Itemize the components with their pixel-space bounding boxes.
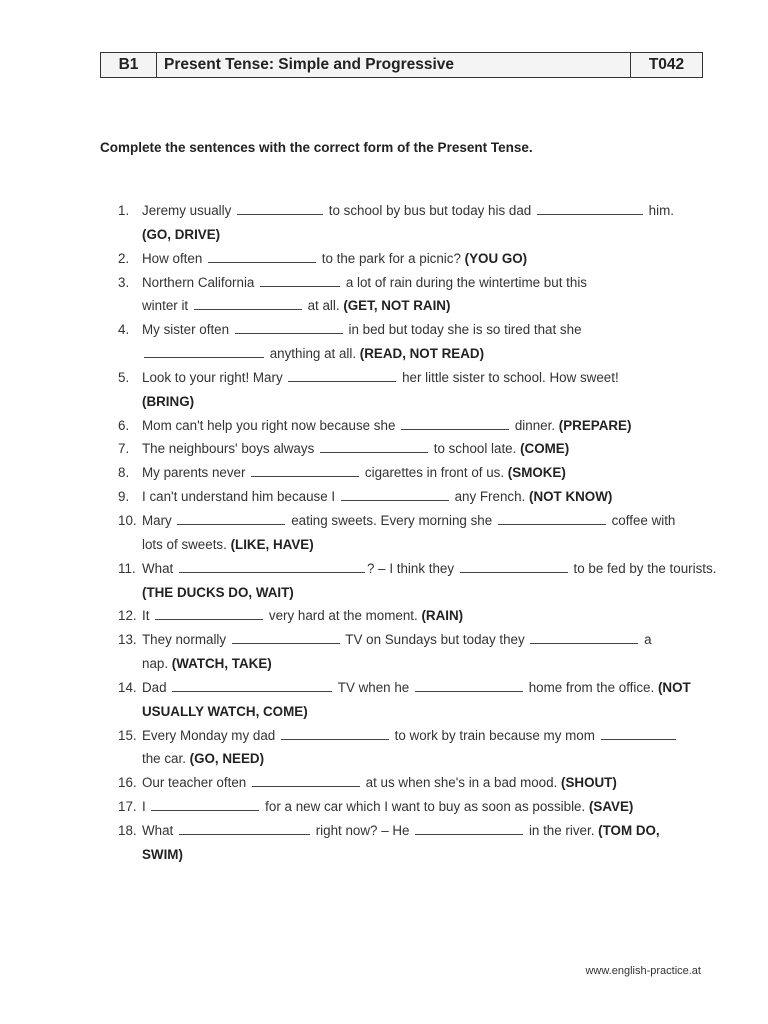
verb-hint: (YOU GO) bbox=[464, 250, 528, 266]
verb-hint: SWIM) bbox=[142, 846, 183, 862]
sentence-text: the car. bbox=[142, 751, 190, 767]
sentence-text: Jeremy usually bbox=[142, 203, 236, 218]
sentence-text: very hard at the moment. bbox=[265, 608, 422, 624]
answer-blank[interactable] bbox=[498, 510, 606, 525]
answer-blank[interactable] bbox=[155, 605, 263, 620]
verb-hint: (NOT KNOW) bbox=[529, 489, 613, 505]
sentence-text: him. bbox=[644, 203, 674, 218]
answer-blank[interactable] bbox=[172, 677, 332, 692]
answer-blank[interactable] bbox=[401, 415, 509, 430]
sentence-text: any French. bbox=[450, 489, 529, 505]
exercise-item bbox=[118, 461, 708, 485]
verb-hint: (GO, DRIVE) bbox=[142, 226, 221, 242]
verb-hint: (GO, NEED) bbox=[189, 751, 265, 767]
sentence-text: ? – I think they bbox=[366, 560, 458, 576]
exercise-item bbox=[118, 199, 708, 247]
sentence-text: cigarettes in front of us. bbox=[361, 465, 508, 481]
answer-blank[interactable] bbox=[237, 200, 323, 215]
answer-blank[interactable] bbox=[601, 725, 676, 740]
answer-blank[interactable] bbox=[179, 558, 365, 573]
sentence-text: Look to your right! Mary bbox=[142, 369, 287, 385]
exercise-item bbox=[118, 604, 708, 628]
sentence-text: right now? – He bbox=[311, 822, 414, 838]
verb-hint: (WATCH, TAKE) bbox=[171, 656, 272, 672]
exercise-item bbox=[118, 247, 708, 271]
verb-hint: (BRING) bbox=[142, 393, 195, 409]
exercise-item bbox=[118, 414, 708, 438]
level-label: B1 bbox=[101, 53, 157, 77]
sentence-text: a lot of rain during the wintertime but this bbox=[342, 274, 587, 290]
sentence-text: at us when she's in a bad mood. bbox=[361, 775, 562, 791]
answer-blank[interactable] bbox=[260, 272, 340, 287]
answer-blank[interactable] bbox=[415, 677, 523, 692]
sentence-text: What bbox=[142, 560, 177, 576]
answer-blank[interactable] bbox=[235, 319, 343, 334]
sentence-text: for a new car which I want to buy as soon as possible. bbox=[261, 799, 589, 815]
answer-blank[interactable] bbox=[179, 820, 310, 835]
answer-blank[interactable] bbox=[251, 462, 359, 477]
sentence-text: dinner. bbox=[511, 417, 559, 433]
exercise-number: 7. bbox=[118, 441, 130, 457]
answer-blank[interactable] bbox=[320, 438, 428, 453]
answer-blank[interactable] bbox=[177, 510, 285, 525]
exercise-item bbox=[118, 557, 717, 605]
instruction-text: Complete the sentences with the correct form of the Present Tense. bbox=[100, 140, 533, 155]
sentence-text: Dad bbox=[142, 679, 171, 695]
exercise-number: 6. bbox=[118, 417, 130, 433]
answer-blank[interactable] bbox=[281, 725, 389, 740]
exercise-item bbox=[118, 366, 708, 414]
answer-blank[interactable] bbox=[144, 343, 264, 358]
answer-blank[interactable] bbox=[537, 200, 643, 215]
answer-blank[interactable] bbox=[288, 367, 396, 382]
exercise-number: 3. bbox=[118, 274, 130, 290]
exercise-item bbox=[118, 318, 708, 366]
answer-blank[interactable] bbox=[341, 486, 449, 501]
exercise-number: 8. bbox=[118, 465, 130, 481]
sentence-text: nap. bbox=[142, 656, 172, 672]
sentence-text: to the park for a picnic? bbox=[318, 250, 465, 266]
verb-hint: (READ, NOT READ) bbox=[359, 346, 485, 362]
footer-url: www.english-practice.at bbox=[585, 965, 701, 977]
sentence-text: I bbox=[142, 799, 150, 815]
sentence-text: My sister often bbox=[142, 322, 233, 338]
answer-blank[interactable] bbox=[232, 629, 340, 644]
sentence-text: her little sister to school. How sweet! bbox=[398, 369, 619, 385]
exercise-number: 14. bbox=[118, 679, 137, 695]
sentence-text: eating sweets. Every morning she bbox=[287, 512, 496, 528]
sentence-text: Northern California bbox=[142, 274, 259, 290]
sentence-text: I can't understand him because I bbox=[142, 489, 339, 505]
exercise-number: 15. bbox=[118, 727, 137, 743]
exercise-number: 16. bbox=[118, 775, 137, 791]
exercise-number: 2. bbox=[118, 250, 130, 266]
exercise-number: 10. bbox=[118, 512, 137, 528]
verb-hint: USUALLY WATCH, COME) bbox=[142, 703, 308, 719]
answer-blank[interactable] bbox=[460, 558, 568, 573]
sentence-text: to school by bus but today his dad bbox=[325, 203, 535, 218]
sentence-text: How often bbox=[142, 250, 207, 266]
sentence-text: in bed but today she is so tired that she bbox=[344, 322, 582, 338]
exercise-item bbox=[118, 485, 708, 509]
worksheet-header bbox=[100, 52, 703, 78]
sentence-text: a bbox=[640, 632, 652, 648]
exercise-item bbox=[118, 437, 708, 461]
sentence-text: coffee with bbox=[607, 512, 676, 528]
exercise-number: 12. bbox=[118, 608, 137, 624]
sentence-text: My parents never bbox=[142, 465, 250, 481]
answer-blank[interactable] bbox=[208, 248, 316, 263]
worksheet-title: Present Tense: Simple and Progressive bbox=[157, 53, 631, 77]
verb-hint: (LIKE, HAVE) bbox=[230, 536, 314, 552]
answer-blank[interactable] bbox=[415, 820, 523, 835]
verb-hint: (SAVE) bbox=[588, 799, 634, 815]
sentence-text: home from the office. bbox=[524, 679, 658, 695]
verb-hint: (SMOKE) bbox=[507, 465, 566, 481]
sentence-text: Our teacher often bbox=[142, 775, 250, 791]
sentence-text: to school late. bbox=[430, 441, 521, 457]
sentence-text: anything at all. bbox=[266, 346, 360, 362]
exercise-item bbox=[118, 509, 708, 557]
answer-blank[interactable] bbox=[252, 772, 360, 787]
exercise-item bbox=[118, 271, 708, 319]
exercise-item bbox=[118, 771, 708, 795]
exercise-number: 1. bbox=[118, 203, 130, 218]
verb-hint: (PREPARE) bbox=[558, 417, 632, 433]
sentence-text: What bbox=[142, 822, 177, 838]
verb-hint: (COME) bbox=[520, 441, 570, 457]
verb-hint: (SHOUT) bbox=[561, 775, 617, 791]
sentence-text: It bbox=[142, 608, 154, 624]
sentence-text: Mom can't help you right now because she bbox=[142, 417, 400, 433]
sentence-text: Every Monday my dad bbox=[142, 727, 279, 743]
sentence-text: The neighbours' boys always bbox=[142, 441, 318, 457]
exercise-number: 4. bbox=[118, 322, 130, 338]
exercise-number: 17. bbox=[118, 799, 137, 815]
sentence-text: winter it bbox=[142, 298, 192, 314]
sentence-text: TV when he bbox=[334, 679, 413, 695]
sentence-text: to work by train because my mom bbox=[390, 727, 599, 743]
exercise-item bbox=[118, 795, 708, 819]
answer-blank[interactable] bbox=[194, 295, 302, 310]
exercise-number: 18. bbox=[118, 822, 137, 838]
exercise-number: 13. bbox=[118, 632, 137, 648]
exercise-item bbox=[118, 628, 708, 676]
answer-blank[interactable] bbox=[151, 796, 259, 811]
exercise-number: 5. bbox=[118, 369, 130, 385]
verb-hint: (TOM DO, bbox=[598, 822, 660, 838]
sentence-text: at all. bbox=[303, 298, 344, 314]
verb-hint: (GET, NOT RAIN) bbox=[343, 298, 451, 314]
sentence-text: TV on Sundays but today they bbox=[341, 632, 529, 648]
exercise-item bbox=[118, 676, 708, 724]
verb-hint: (THE DUCKS DO, WAIT) bbox=[142, 584, 294, 600]
sentence-text: They normally bbox=[142, 632, 230, 648]
sentence-text: in the river. bbox=[525, 822, 599, 838]
exercise-list bbox=[118, 199, 717, 867]
sentence-text: Mary bbox=[142, 512, 176, 528]
exercise-number: 9. bbox=[118, 489, 130, 505]
sentence-text: to be fed by the tourists. bbox=[569, 560, 717, 576]
verb-hint: (NOT bbox=[657, 679, 691, 695]
worksheet-code: T042 bbox=[648, 56, 685, 73]
exercise-number: 11. bbox=[118, 560, 136, 576]
sentence-text: lots of sweets. bbox=[142, 536, 231, 552]
exercise-item bbox=[118, 819, 708, 867]
exercise-item bbox=[118, 724, 708, 772]
answer-blank[interactable] bbox=[530, 629, 638, 644]
verb-hint: (RAIN) bbox=[421, 608, 464, 624]
